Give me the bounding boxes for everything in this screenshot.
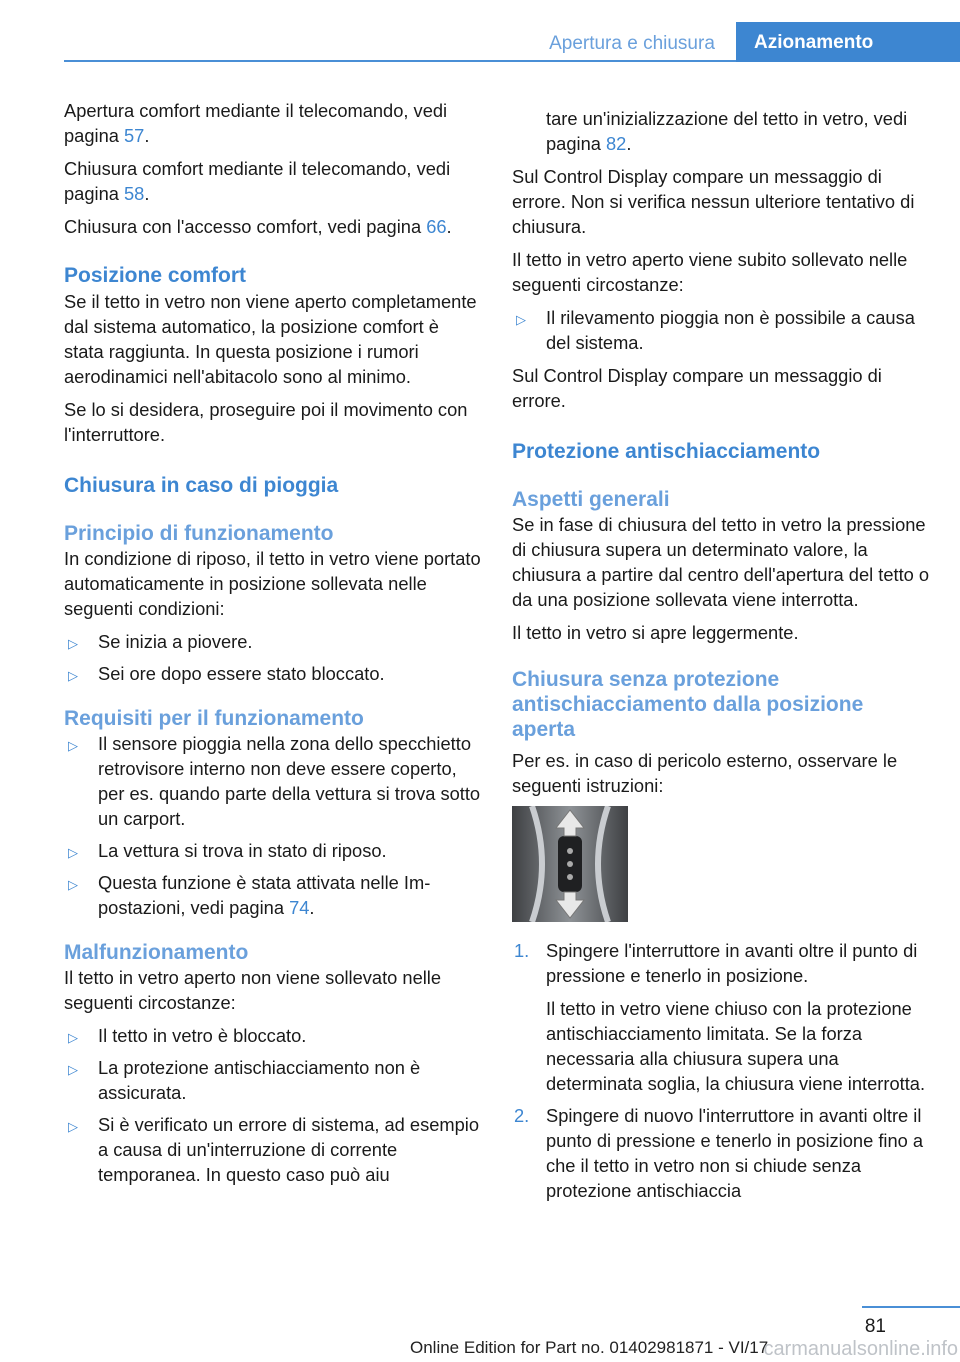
paragraph [64,214,482,239]
principle-list [64,629,482,686]
paragraph: In condizione di riposo, il tetto in vetro viene portato automaticamente in posizione sollevata nelle seguenti condizioni: [64,548,481,619]
list-item [64,661,482,686]
paragraph [512,106,932,156]
header-active-tab[interactable]: Azionamento [736,22,960,62]
step-number: 2. [514,1105,530,1126]
paragraph: Se il tetto in vetro non viene aperto completamente dal sistema automatico, la posizione comfort è stata raggiunta. In questa posizione i rumori aerodinamici nell'abitacolo sono al minimo. [64,291,477,387]
paragraph: Se in fase di chiusura del tetto in vetro la pressione di chiusura supera un determinato valore, la chiusura a partire dal centro dell'apertura del tetto o da una posizione sollevata viene interrotta. [512,514,930,610]
text: . [144,183,150,204]
heading-general: Aspetti generali [512,488,670,511]
list-item [512,938,932,1096]
page-link[interactable]: 82 [605,133,627,154]
paragraph: Sul Control Display compare un messaggio di errore. Non si verifica nessun ulteriore tentativo di chiusura. [512,166,915,237]
text: Se inizia a piovere. [98,631,253,652]
text: Il tetto in vetro è bloccato. [98,1025,307,1046]
bullet-icon: ▷ [68,668,78,683]
bullet-icon: ▷ [68,636,78,651]
text: La protezione antischiacciamento non è assicurata. [98,1057,421,1103]
steps-list [512,938,932,1203]
list-item [64,629,482,654]
page-link[interactable]: 66 [426,216,447,237]
list-item [512,305,932,355]
right-column [512,106,932,1211]
text: . [626,133,632,154]
list-item [64,1055,482,1105]
paragraph: Il tetto in vetro si apre leggermente. [512,622,799,643]
paragraph: Se lo si desidera, proseguire poi il movimento con l'interruttore. [64,399,468,445]
list-item [64,1023,482,1048]
header-section[interactable]: Apertura e chiusura [549,33,715,54]
page-number: 81 [864,1316,886,1337]
text: Chiusura con l'accesso comfort, vedi pagina [64,216,427,237]
paragraph [64,98,482,148]
requirements-list [64,731,482,920]
list-item [64,1112,482,1187]
roof-switch-image [512,806,628,922]
roof-switch-illustration [512,806,628,922]
heading-closing-without-protection: Chiusura senza protezione antischiacciamento dalla posizione aperta [512,668,864,741]
bullet-icon: ▷ [68,877,78,892]
malfunction-list [64,1023,482,1187]
page-link[interactable]: 58 [123,183,145,204]
bullet-icon: ▷ [68,1030,78,1045]
bullet-icon: ▷ [68,1119,78,1134]
page-link[interactable]: 74 [289,897,310,918]
watermark: carmanualsonline.info [763,1338,958,1360]
paragraph [64,156,482,206]
text: . [446,216,452,237]
rain-list [512,305,932,355]
text: Il rilevamento pioggia non è possibile a causa del sistema. [546,307,915,353]
bullet-icon: ▷ [68,1062,78,1077]
text: Si è verificato un errore di sistema, ad esempio a causa di un'interruzione di corrente temporanea. In questo caso può aiu [98,1114,480,1185]
heading-requirements: Requisiti per il funzionamento [64,707,364,730]
text: Spingere di nuovo l'interruttore in avanti oltre il punto di pressione e tenerlo in posizione fino a che il tetto in vetro non si chiude senza protezione antischiaccia [546,1105,924,1201]
text: Spingere l'interruttore in avanti oltre il punto di pressione e tenerlo in posizione. [546,940,918,986]
paragraph: Il tetto in vetro aperto viene subito sollevato nelle seguenti circostanze: [512,249,908,295]
paragraph: Per es. in caso di pericolo esterno, osservare le seguenti istruzioni: [512,750,898,796]
text: Il tetto in vetro viene chiuso con la protezione antischiacciamento limitata. Se la forza necessaria alla chiusura supera una determinata soglia, la chiusura viene interrotta. [546,998,926,1094]
list-item [64,870,482,920]
step-number: 1. [514,940,530,961]
text: tare un'inizializzazione del tetto in vetro, vedi pagina [546,108,908,154]
edition-note: Online Edition for Part no. 01402981871 - VI/17 [410,1338,769,1357]
heading-principle: Principio di funzionamento [64,522,334,545]
paragraph: Sul Control Display compare un messaggio di errore. [512,365,882,411]
heading-malfunction: Malfunzionamento [64,941,249,964]
heading-pinch-protection: Protezione antischiacciamento [512,440,821,463]
list-item [512,1103,932,1203]
page-link[interactable]: 57 [123,125,145,146]
text: La vettura si trova in stato di riposo. [98,840,387,861]
heading-comfort-position: Posizione comfort [64,264,247,287]
text: Sei ore dopo essere stato bloccato. [98,663,385,684]
text: Il sensore pioggia nella zona dello specchietto retrovisore interno non deve essere coperto, per es. quando parte della vettura si trova sotto un carport. [98,733,481,829]
text: Questa funzione è stata attivata nelle Impostazioni, vedi pagina [98,872,431,918]
footer-rule [862,1306,960,1308]
paragraph: Il tetto in vetro aperto non viene sollevato nelle seguenti circostanze: [64,967,442,1013]
heading-rain-closing: Chiusura in caso di pioggia [64,474,339,497]
text: . [144,125,150,146]
text: Chiusura comfort mediante il telecomando, vedi pagina [64,158,451,204]
bullet-icon: ▷ [68,845,78,860]
list-item [64,838,482,863]
list-item [64,731,482,831]
text: Apertura comfort mediante il telecomando, vedi pagina [64,100,448,146]
left-column [64,98,482,1195]
bullet-icon: ▷ [68,738,78,753]
bullet-icon: ▷ [516,312,526,327]
text: . [309,897,315,918]
